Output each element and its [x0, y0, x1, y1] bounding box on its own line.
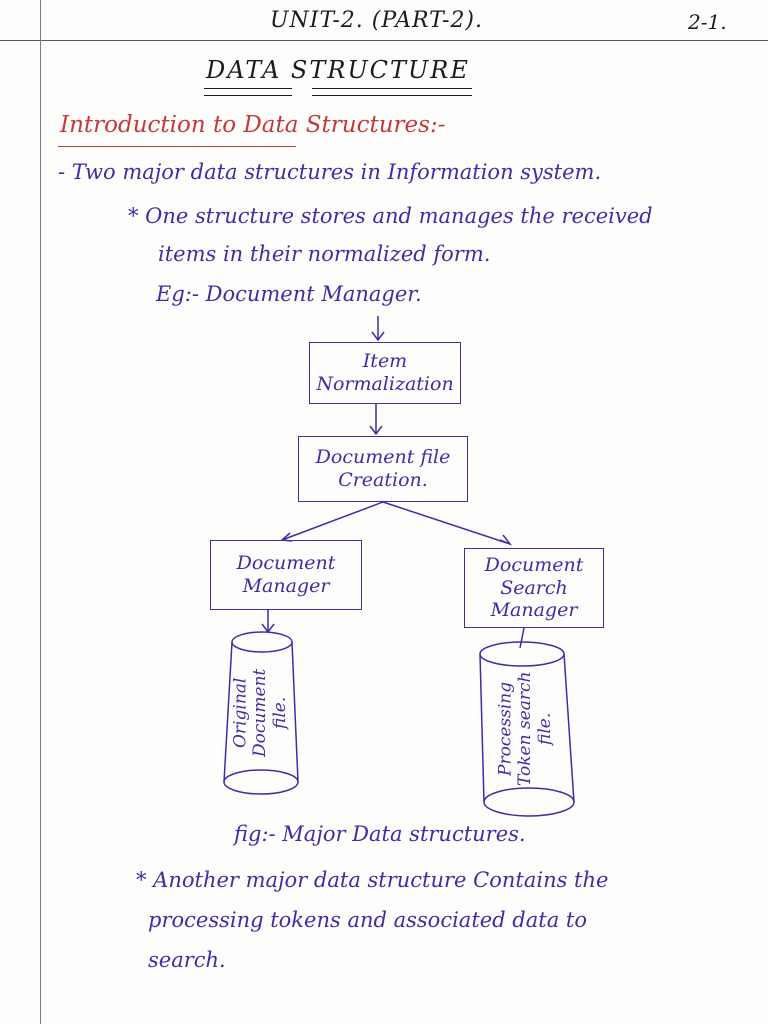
- processing-token-search-file-label: Processing Token search file.: [495, 671, 555, 787]
- header-unit: UNIT-2. (PART-2).: [270, 8, 484, 33]
- intro-line: - Two major data structures in Information system.: [58, 160, 602, 184]
- item-normalization-box: Item Normalization: [309, 342, 461, 404]
- point1-line2: items in their normalized form.: [158, 242, 491, 266]
- footer-line3: search.: [148, 948, 226, 972]
- original-document-file-label: Original Document file.: [230, 668, 290, 758]
- section-heading: Introduction to Data Structures:-: [60, 112, 446, 138]
- footer-line2: processing tokens and associated data to: [148, 908, 587, 932]
- figure-caption: fig:- Major Data structures.: [234, 822, 526, 846]
- document-manager-box: Document Manager: [210, 540, 362, 610]
- document-file-creation-box: Document file Creation.: [298, 436, 468, 502]
- document-search-manager-box: Document Search Manager: [464, 548, 604, 628]
- page-number: 2-1.: [688, 10, 727, 34]
- page-title: DATA STRUCTURE: [206, 56, 470, 84]
- footer-line1: * Another major data structure Contains the: [136, 868, 609, 892]
- point1-line1: * One structure stores and manages the received: [128, 204, 653, 228]
- example-line: Eg:- Document Manager.: [156, 282, 422, 306]
